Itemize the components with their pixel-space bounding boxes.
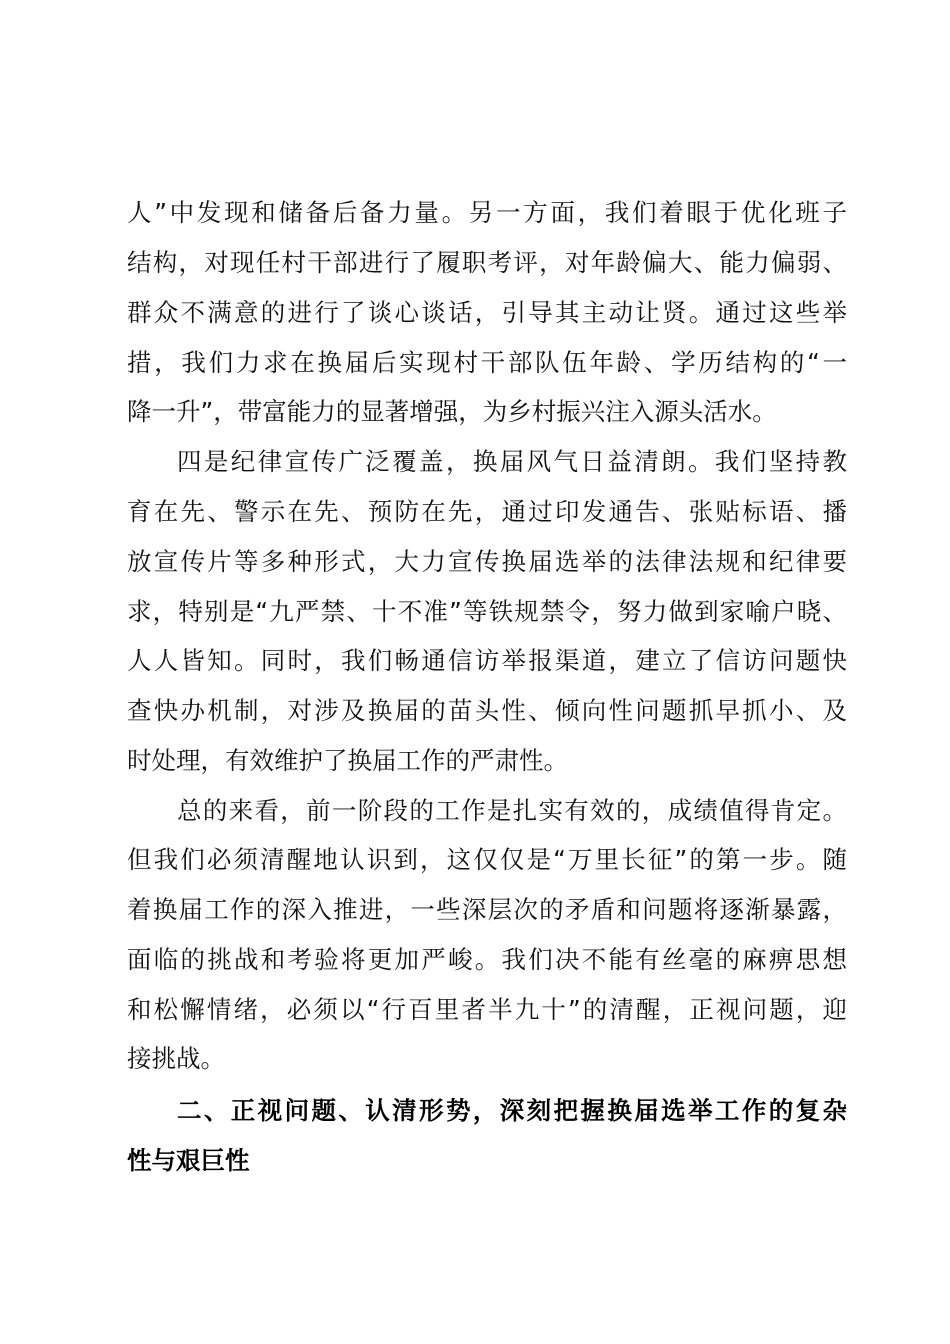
text-line: 面临的挑战和考验将更加严峻。我们决不能有丝毫的麻痹思想 xyxy=(127,945,847,974)
paragraph-first-line: 四是纪律宣传广泛覆盖，换届风气日益清朗。我们坚持教 xyxy=(177,447,847,476)
section-heading-continued: 性与艰巨性 xyxy=(127,1146,250,1175)
text-line: 求，特别是“九严禁、十不准”等铁规禁令，努力做到家喻户晓、 xyxy=(127,597,847,626)
text-line: 时处理，有效维护了换届工作的严肃性。 xyxy=(127,746,568,775)
text-line: 人”中发现和储备后备力量。另一方面，我们着眼于优化班子 xyxy=(127,198,847,227)
text-line: 放宣传片等多种形式，大力宣传换届选举的法律法规和纪律要 xyxy=(127,547,847,576)
text-line: 人人皆知。同时，我们畅通信访举报渠道，建立了信访问题快 xyxy=(127,646,847,675)
text-line: 但我们必须清醒地认识到，这仅仅是“万里长征”的第一步。随 xyxy=(127,845,847,874)
text-line: 和松懈情绪，必须以“行百里者半九十”的清醒，正视问题，迎 xyxy=(127,995,847,1024)
text-line: 查快办机制，对涉及换届的苗头性、倾向性问题抓早抓小、及 xyxy=(127,696,847,725)
section-heading: 二、正视问题、认清形势，深刻把握换届选举工作的复杂 xyxy=(177,1096,847,1125)
text-line: 措，我们力求在换届后实现村干部队伍年龄、学历结构的“一 xyxy=(127,348,847,377)
text-line: 接挑战。 xyxy=(127,1044,225,1073)
paragraph-first-line: 总的来看，前一阶段的工作是扎实有效的，成绩值得肯定。 xyxy=(177,796,847,825)
text-line: 降一升”，带富能力的显著增强，为乡村振兴注入源头活水。 xyxy=(127,397,777,426)
text-line: 群众不满意的进行了谈心谈话，引导其主动让贤。通过这些举 xyxy=(127,298,847,327)
text-line: 着换届工作的深入推进，一些深层次的矛盾和问题将逐渐暴露， xyxy=(127,895,847,924)
text-line: 育在先、警示在先、预防在先，通过印发通告、张贴标语、播 xyxy=(127,497,847,526)
text-line: 结构，对现任村干部进行了履职考评，对年龄偏大、能力偏弱、 xyxy=(127,248,847,277)
